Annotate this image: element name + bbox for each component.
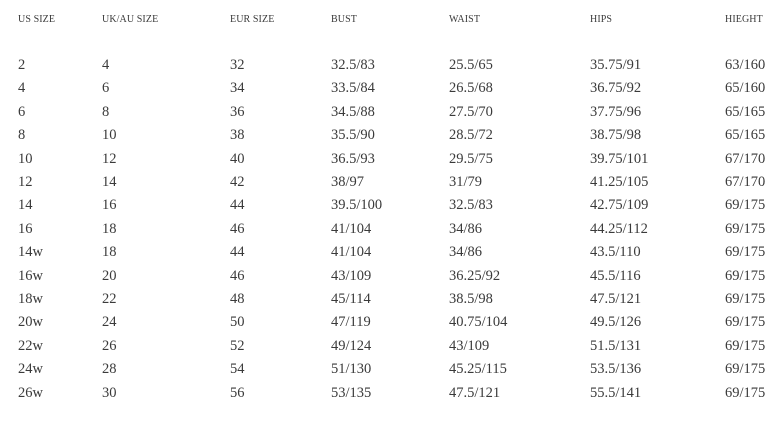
cell-waist: 43/109 — [449, 337, 490, 354]
cell-bust: 39.5/100 — [331, 197, 383, 214]
cell-us-size: 22w — [18, 337, 43, 354]
cell-bust: 32.5/83 — [331, 57, 375, 73]
cell-hips: 38.75/98 — [590, 127, 642, 144]
cell-eur-size: 44 — [230, 197, 245, 214]
cell-waist: 31/79 — [449, 174, 483, 190]
cell-us-size: 4 — [18, 80, 26, 97]
cell-bust: 41/104 — [331, 220, 372, 237]
cell-uk-au-size: 4 — [102, 57, 110, 73]
cell-uk-au-size: 10 — [102, 127, 117, 144]
cell-eur-size: 54 — [230, 361, 245, 378]
cell-hips: 53.5/136 — [590, 361, 642, 378]
cell-height: 63/160 — [725, 57, 766, 73]
cell-waist: 28.5/72 — [449, 127, 493, 144]
cell-bust: 53/135 — [331, 384, 372, 401]
cell-bust: 34.5/88 — [331, 103, 375, 120]
cell-hips: 43.5/110 — [590, 244, 641, 261]
cell-height: 69/175 — [725, 384, 766, 401]
cell-height: 69/175 — [725, 267, 766, 284]
cell-bust: 35.5/90 — [331, 127, 375, 144]
cell-us-size: 14 — [18, 197, 33, 214]
cell-hips: 39.75/101 — [590, 150, 649, 167]
cell-bust: 38/97 — [331, 174, 365, 190]
cell-hips: 45.5/116 — [590, 267, 641, 284]
cell-height: 69/175 — [725, 361, 766, 378]
cell-us-size: 8 — [18, 127, 26, 144]
cell-uk-au-size: 8 — [102, 103, 110, 120]
cell-waist: 38.5/98 — [449, 291, 493, 307]
cell-bust: 41/104 — [331, 244, 372, 261]
cell-bust: 47/119 — [331, 314, 371, 331]
cell-uk-au-size: 28 — [102, 361, 117, 378]
cell-us-size: 24w — [18, 361, 43, 378]
cell-uk-au-size: 26 — [102, 337, 117, 354]
cell-eur-size: 44 — [230, 244, 245, 261]
cell-eur-size: 32 — [230, 57, 245, 73]
cell-waist: 47.5/121 — [449, 384, 501, 401]
cell-height: 69/175 — [725, 337, 766, 354]
cell-eur-size: 36 — [230, 103, 245, 120]
cell-height: 69/175 — [725, 197, 766, 214]
cell-hips: 55.5/141 — [590, 384, 642, 401]
cell-us-size: 10 — [18, 150, 33, 167]
cell-eur-size: 50 — [230, 314, 245, 331]
header-us-size: US SIZE — [18, 14, 56, 25]
cell-uk-au-size: 22 — [102, 291, 117, 307]
cell-uk-au-size: 16 — [102, 197, 117, 214]
cell-uk-au-size: 30 — [102, 384, 117, 401]
cell-waist: 29.5/75 — [449, 150, 493, 167]
cell-waist: 27.5/70 — [449, 103, 493, 120]
header-waist: WAIST — [449, 14, 481, 25]
header-uk-au-size: UK/AU SIZE — [102, 14, 159, 25]
cell-us-size: 2 — [18, 57, 26, 73]
cell-bust: 43/109 — [331, 267, 372, 284]
cell-bust: 49/124 — [331, 337, 372, 354]
cell-uk-au-size: 24 — [102, 314, 117, 331]
cell-height: 69/175 — [725, 244, 766, 261]
header-hips: HIPS — [590, 14, 613, 25]
cell-hips: 36.75/92 — [590, 80, 642, 97]
cell-hips: 37.75/96 — [590, 103, 642, 120]
cell-eur-size: 52 — [230, 337, 245, 354]
cell-us-size: 14w — [18, 244, 43, 261]
cell-height: 65/165 — [725, 127, 766, 144]
cell-waist: 34/86 — [449, 220, 483, 237]
cell-eur-size: 48 — [230, 291, 245, 307]
cell-waist: 26.5/68 — [449, 80, 493, 97]
cell-eur-size: 38 — [230, 127, 245, 144]
cell-uk-au-size: 6 — [102, 80, 110, 97]
cell-bust: 33.5/84 — [331, 80, 375, 97]
cell-eur-size: 46 — [230, 220, 245, 237]
cell-us-size: 20w — [18, 314, 43, 331]
cell-height: 69/175 — [725, 220, 766, 237]
cell-waist: 32.5/83 — [449, 197, 493, 214]
cell-us-size: 26w — [18, 384, 43, 401]
cell-height: 65/165 — [725, 103, 766, 120]
cell-eur-size: 56 — [230, 384, 245, 401]
cell-height: 69/175 — [725, 314, 766, 331]
cell-hips: 42.75/109 — [590, 197, 649, 214]
cell-uk-au-size: 20 — [102, 267, 117, 284]
cell-uk-au-size: 18 — [102, 244, 117, 261]
cell-hips: 44.25/112 — [590, 220, 648, 237]
cell-waist: 34/86 — [449, 244, 483, 261]
header-bust: BUST — [331, 14, 357, 25]
cell-waist: 45.25/115 — [449, 361, 507, 378]
cell-waist: 36.25/92 — [449, 267, 501, 284]
header-eur-size: EUR SIZE — [230, 14, 275, 25]
cell-bust: 36.5/93 — [331, 150, 375, 167]
cell-waist: 25.5/65 — [449, 57, 493, 73]
cell-uk-au-size: 12 — [102, 150, 117, 167]
cell-hips: 47.5/121 — [590, 291, 642, 307]
cell-us-size: 16 — [18, 220, 33, 237]
cell-us-size: 16w — [18, 267, 43, 284]
cell-eur-size: 40 — [230, 150, 245, 167]
cell-hips: 49.5/126 — [590, 314, 642, 331]
cell-us-size: 12 — [18, 174, 33, 190]
cell-eur-size: 42 — [230, 174, 245, 190]
cell-us-size: 6 — [18, 103, 26, 120]
cell-height: 69/175 — [725, 291, 766, 307]
cell-uk-au-size: 18 — [102, 220, 117, 237]
cell-height: 65/160 — [725, 80, 766, 97]
cell-height: 67/170 — [725, 174, 766, 190]
cell-bust: 45/114 — [331, 291, 371, 307]
cell-eur-size: 34 — [230, 80, 245, 97]
header-height: HIEGHT — [725, 14, 763, 25]
cell-hips: 41.25/105 — [590, 174, 649, 190]
cell-hips: 35.75/91 — [590, 57, 642, 73]
cell-height: 67/170 — [725, 150, 766, 167]
cell-bust: 51/130 — [331, 361, 372, 378]
cell-us-size: 18w — [18, 291, 43, 307]
cell-uk-au-size: 14 — [102, 174, 117, 190]
cell-hips: 51.5/131 — [590, 337, 642, 354]
cell-eur-size: 46 — [230, 267, 245, 284]
cell-waist: 40.75/104 — [449, 314, 508, 331]
